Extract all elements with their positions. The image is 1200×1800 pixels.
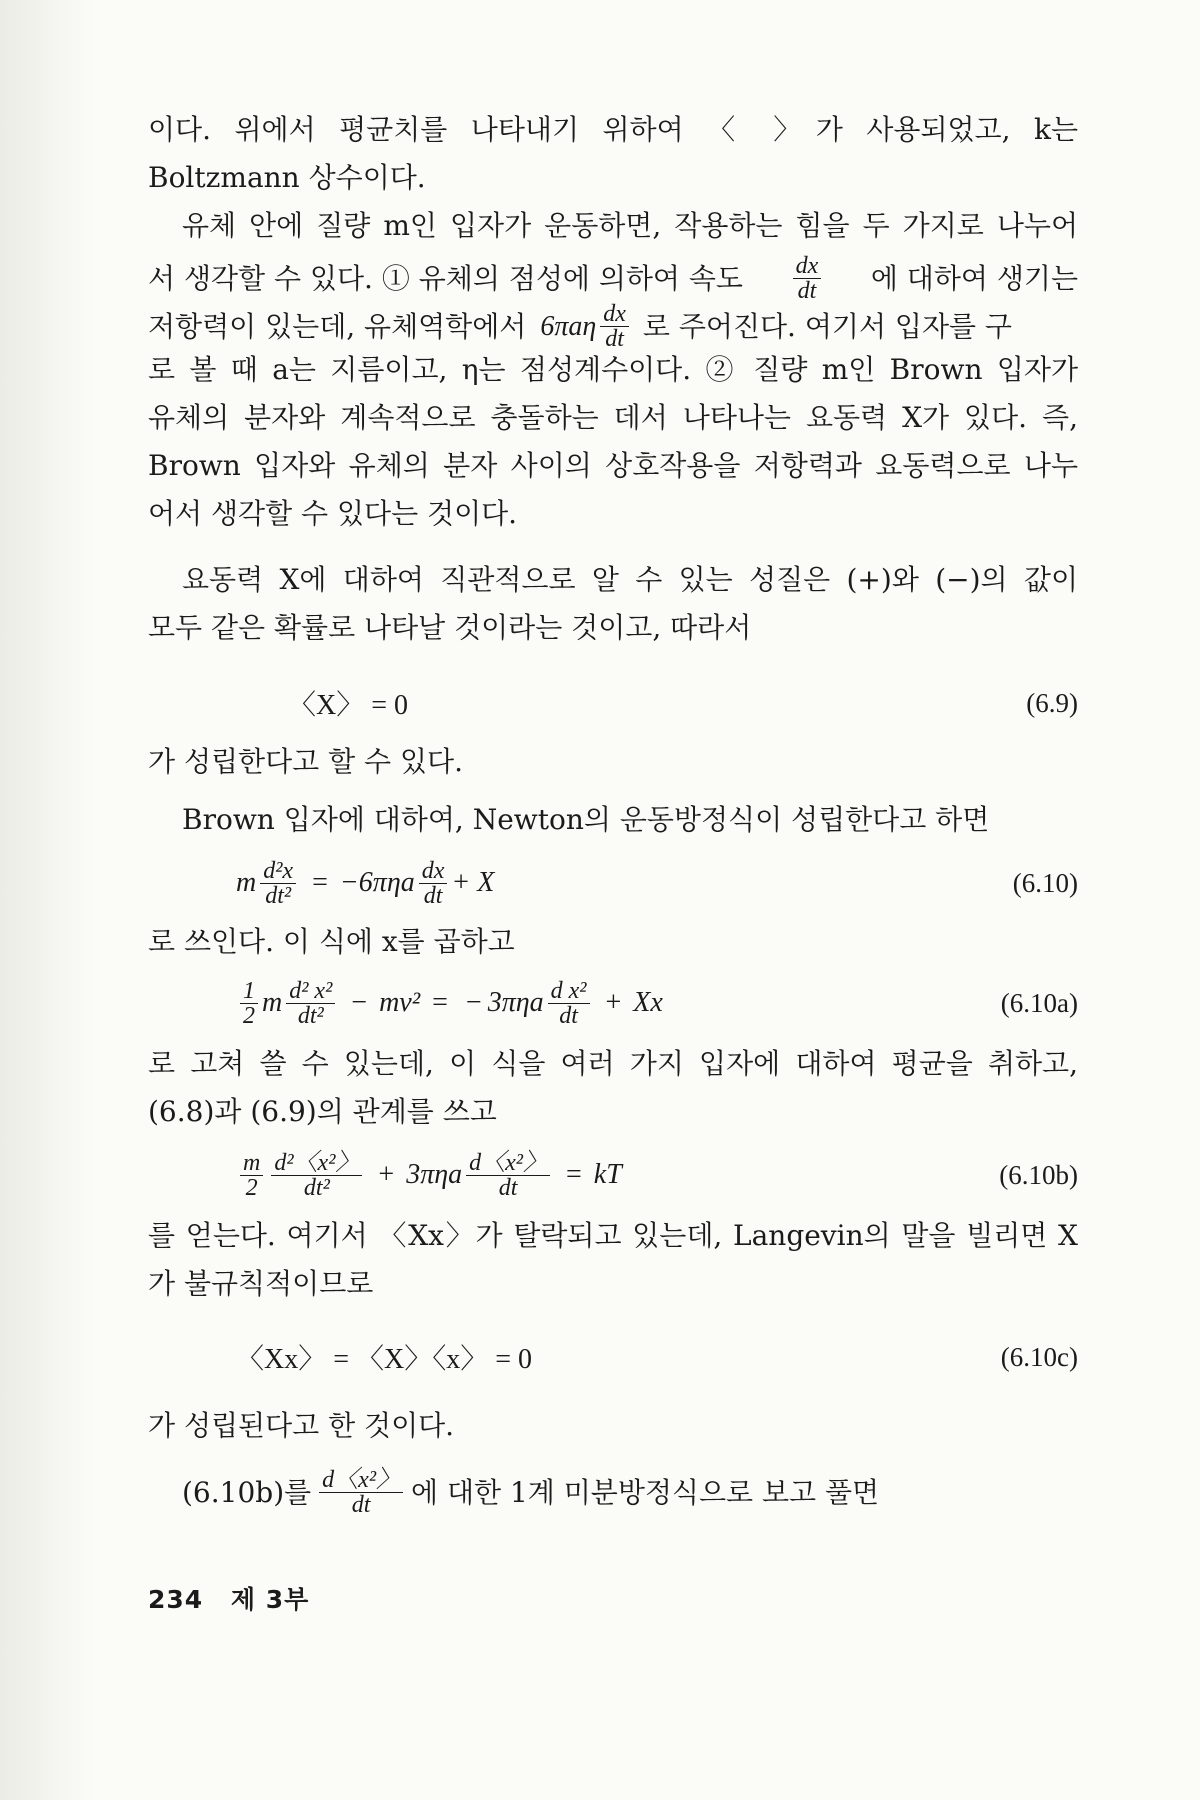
text-line: 로 쓰인다. 이 식에 x를 곱하고 [148,925,515,958]
equation-6-10a [148,968,1078,1038]
equation-6-10b [148,1140,1078,1210]
equation-6-9 [148,668,1078,738]
equation-number: (6.10c) [1000,1341,1078,1372]
part-label: 제 3부 [230,1585,310,1614]
equation-body: m $\frac{\text{d²x}}{\text{dt²}}$ = −6πηa $\frac{dx}{dt}$ + X [236,857,495,909]
text-line: 어서 생각할 수 있다는 것이다. [148,497,518,530]
equation-6-10c [148,1322,1078,1392]
text-line: 모두 같은 확률로 나타날 것이라는 것이고, 따라서 [148,611,752,644]
dx-dt-fraction: $\frac{dx}{dt}$ [600,302,629,351]
equation-number: (6.10) [1012,867,1078,898]
text-line-with-fraction [148,254,1078,303]
text-segment: 에 대한 1계 미분방정식으로 보고 풀면 [411,1475,880,1509]
text-line: Brown 입자와 유체의 분자 사이의 상호작용을 저항력과 요동력으로 나누 [148,449,1078,482]
text-line: 가 불규칙적이므로 [148,1267,374,1300]
text-line: 로 고쳐 쓸 수 있는데, 이 식을 여러 가지 입자에 대하여 평균을 취하고, [148,1047,1078,1080]
text-line: Brown 입자에 대하여, Newton의 운동방정식이 성립한다고 하면 [182,803,990,836]
text-line: 로 볼 때 a는 지름이고, η는 점성계수이다. ② 질량 m인 Brown 입자가 [148,353,1078,386]
equation-number: (6.10b) [999,1159,1078,1190]
text-line: 유체 안에 질량 m인 입자가 운동하면, 작용하는 힘을 두 가지로 나누어 [182,209,1078,242]
text-line-with-fraction [182,1468,1078,1517]
page-number: 234 [148,1585,204,1614]
text-segment: 에 대하여 생기는 [870,261,1078,295]
equation-body: 〈Xx〉 = 〈X〉〈x〉 = 0 [236,1344,533,1375]
equation-number: (6.10a) [1000,987,1078,1018]
equation-body: $\frac{1}{2}$ m $\frac{\text{d² x²}}{\text{dt²}}$ − mv² = − 3πηa $\frac{\text{d x²}}{dt}$ + Xx [236,968,663,1038]
text-segment: 서 생각할 수 있다. ① 유체의 점성에 의하여 속도 [148,261,743,295]
text-segment: (6.10b)를 [182,1475,312,1509]
equation-number: (6.9) [1026,687,1078,718]
text-segment: 저항력이 있는데, 유체역학에서 [148,309,527,343]
text-line: 유체의 분자와 계속적으로 충돌하는 데서 나타나는 요동력 X가 있다. 즉, [148,401,1078,434]
text-line: 가 성립된다고 한 것이다. [148,1409,455,1442]
text-line: Boltzmann 상수이다. [148,161,426,194]
text-line: 가 성립한다고 할 수 있다. [148,745,463,778]
equation-body: 〈X〉 = 0 [288,690,409,721]
stokes-coefficient: 6πaη [540,310,597,342]
text-line: 요동력 X에 대하여 직관적으로 알 수 있는 성질은 (+)와 (−)의 값이 [182,563,1078,596]
text-line: 이다. 위에서 평균치를 나타내기 위하여 〈 〉가 사용되었고, k는 [148,113,1078,146]
text-line: (6.8)과 (6.9)의 관계를 쓰고 [148,1095,497,1128]
dx2-dt-fraction: $\frac{\text{d〈x²〉}}{dt}$ [319,1468,403,1517]
page-gutter-shadow [0,0,95,1800]
text-segment: 로 주어진다. 여기서 입자를 구 [642,309,1012,343]
page-footer [148,1580,327,1616]
equation-body: $\frac{m}{2}$ $\frac{\text{d²〈x²〉}}{\text{dt²}}$ + 3πηa $\frac{\text{d〈x²〉}}{dt}$ = kT [236,1140,622,1210]
text-line: 를 얻는다. 여기서 〈Xx〉가 탈락되고 있는데, Langevin의 말을 빌리면 X [148,1219,1078,1252]
dx-dt-fraction: $\frac{dx}{dt}$ [793,254,822,303]
text-line-with-fraction [148,302,1078,351]
equation-6-10 [148,848,1078,918]
